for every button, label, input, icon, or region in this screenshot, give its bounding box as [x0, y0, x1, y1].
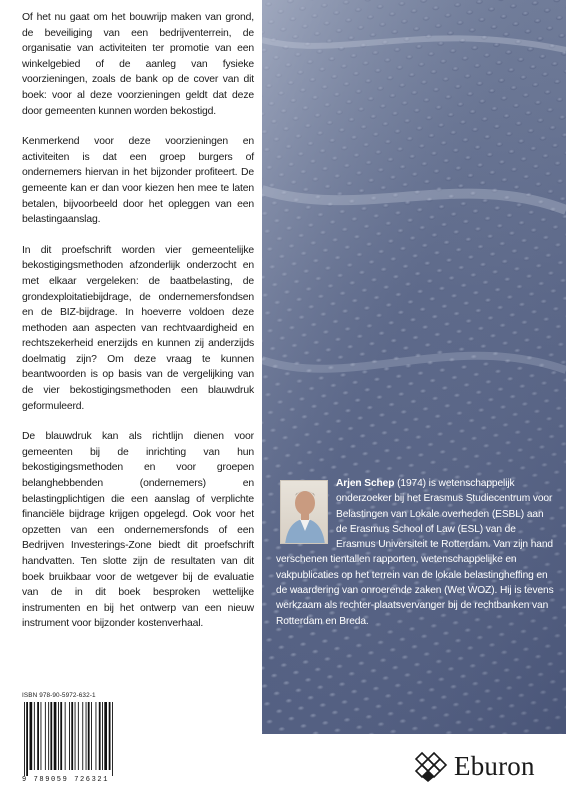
barcode-bar [109, 702, 111, 770]
barcode-bar [102, 702, 103, 770]
author-photo [280, 480, 328, 544]
barcode-bar [26, 702, 28, 776]
barcode-bar [65, 702, 66, 770]
publisher-name: Eburon [454, 750, 535, 781]
barcode-bar [99, 702, 101, 770]
barcode-bar [24, 702, 25, 776]
barcode-digits: 9 789059 726321 [22, 776, 110, 784]
barcode-bar [41, 702, 42, 770]
barcode-bar [96, 702, 97, 770]
barcode-bar [58, 702, 59, 770]
barcode-bar [34, 702, 35, 770]
barcode-bar [91, 702, 92, 770]
barcode-bar [69, 702, 70, 770]
paragraph-characteristic: Kenmerkend voor deze voorzieningen en activiteiten is dat een groep burgers of ondernemers hiervan in het bijzonder profiteert. De gemeente kan er dan voor kiezen hen mee te laten betalen, bijvoorbeeld door het opleggen van een belastingaanslag. [22, 136, 254, 226]
barcode-bar [112, 702, 113, 776]
barcode-bar [50, 702, 52, 770]
barcode-bar [48, 702, 49, 770]
barcode-bar [75, 702, 76, 770]
isbn-label: ISBN 978-90-5972-632-1 [22, 692, 96, 699]
barcode-bar [30, 702, 33, 770]
barcode-bar [37, 702, 39, 770]
author-bio [276, 476, 556, 629]
author-name: Arjen Schep [336, 478, 395, 489]
author-description: (1974) is wetenschappelijk onderzoeker bij het Erasmus Studiecentrum voor Belastingen van Lokale overheden (ESBL) aan de Erasmus School of Law (ESL) van de Erasmus Universiteit te Rotterdam. Van zijn hand verschenen tientallen rapporten, wetenschappelijke en vakpublicaties op het terrein van de lokale belastingheffing en de waardering van onroerende zaken (Wet WOZ). Hij is tevens werkzaam als rechter-plaatsvervanger bij de rechtbanken van Rotterdam en Breda. [276, 478, 554, 627]
barcode-bar [78, 702, 79, 770]
barcode-bar [86, 702, 87, 770]
barcode-bar [88, 702, 90, 770]
paragraph-research: In dit proefschrift worden vier gemeentelijke bekostigingsmethoden afzonderlijk onderzocht en met elkaar vergeleken: de baatbelasting, de grondexploitatiebijdrage, de ondernemersfondsen en de BIZ-bijdrage. In hoeverre voldoen deze methoden aan aspecten van rechtvaardigheid en rechtszekerheid enerzijds en kunnen zij anderzijds doelmatig zijn? Om deze vraag te kunnen beantwoorden is op basis van de vergelijking van de vier bekostigingsmethoden een blauwdruk geformuleerd. [22, 244, 254, 412]
barcode-bar [60, 702, 62, 770]
barcode-bar [82, 702, 83, 770]
paragraph-intro: Of het nu gaat om het bouwrijp maken van grond, de beveiliging van een bedrijventerrein, de organisatie van activiteiten ter promotie van een winkelgebied of de aanleg van fysieke voorzieningen, zoals de bank op de cover van dit boek: voor al deze voorzieningen geldt dat deze door gemeenten kunnen worden bekostigd. [22, 12, 254, 117]
barcode-bar [104, 702, 107, 770]
barcode-bar [71, 702, 73, 770]
isbn-barcode [22, 702, 148, 776]
back-cover-text [22, 10, 254, 647]
publisher-logo [412, 746, 552, 786]
barcode-bar [54, 702, 57, 770]
barcode-bar [45, 702, 46, 770]
paragraph-blueprint: De blauwdruk kan als richtlijn dienen voor gemeenten bij de inrichting van hun bekostigingsmethoden en voor groepen belanghebbenden (ondernemers) en belastingplichtigen die een aanslag of verplichte financiële bijdrage krijgen opgelegd. Ook voor het opzetten van een ondernemersfonds of een Bedrijven Investerings-Zone biedt dit proefschrift handvatten. Ten slotte zijn de resultaten van dit boek bruikbaar voor de wetgever bij de evaluatie van de in dit boek besproken wettelijke instrumenten en bij het ontwerp van een nieuw instrument voor bijzonder kostenverhaal. [22, 431, 254, 630]
diamond-lattice-icon [412, 749, 450, 783]
